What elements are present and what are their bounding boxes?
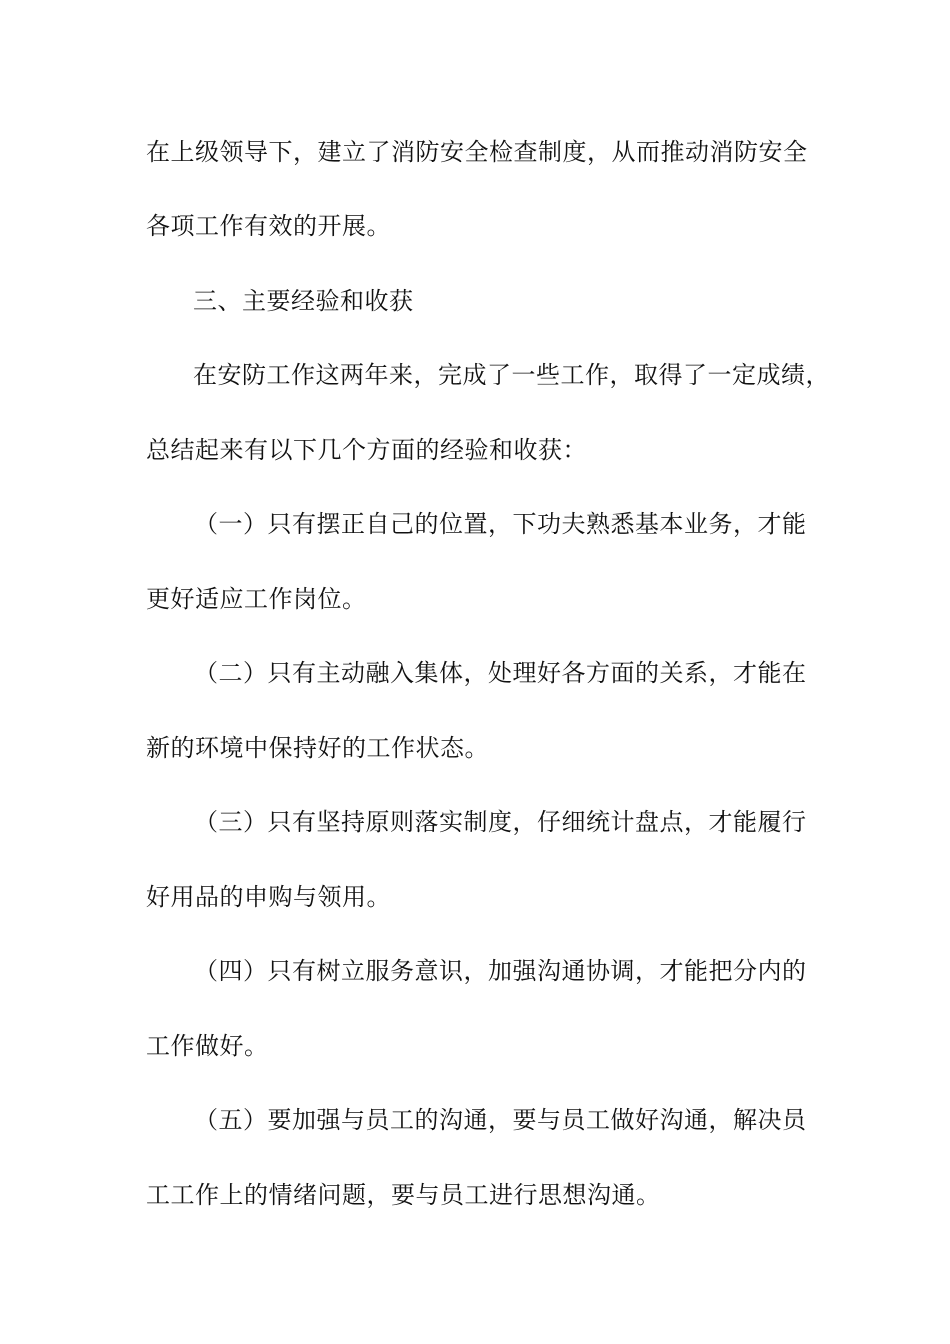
list-item-line: （二）只有主动融入集体，处理好各方面的关系，才能在 [194, 659, 807, 687]
list-item-line: 工作做好。 [146, 1032, 269, 1060]
list-item-line: 更好适应工作岗位。 [146, 585, 367, 613]
list-item-line: 工工作上的情绪问题，要与员工进行思想沟通。 [146, 1181, 661, 1209]
paragraph-line: 总结起来有以下几个方面的经验和收获： [146, 436, 587, 464]
list-item-line: （一）只有摆正自己的位置，下功夫熟悉基本业务，才能 [194, 510, 807, 538]
list-item-line: （三）只有坚持原则落实制度，仔细统计盘点，才能履行 [194, 808, 807, 836]
paragraph-line: 在安防工作这两年来，完成了一些工作，取得了一定成绩， [193, 361, 830, 389]
paragraph-line: 在上级领导下，建立了消防安全检查制度，从而推动消防安全 [146, 138, 808, 166]
list-item-line: 新的环境中保持好的工作状态。 [146, 734, 489, 762]
list-item-line: （五）要加强与员工的沟通，要与员工做好沟通，解决员 [194, 1106, 807, 1134]
section-heading: 三、主要经验和收获 [193, 287, 414, 315]
list-item-line: 好用品的申购与领用。 [146, 883, 391, 911]
list-item-line: （四）只有树立服务意识，加强沟通协调，才能把分内的 [194, 957, 807, 985]
paragraph-line: 各项工作有效的开展。 [146, 212, 391, 240]
